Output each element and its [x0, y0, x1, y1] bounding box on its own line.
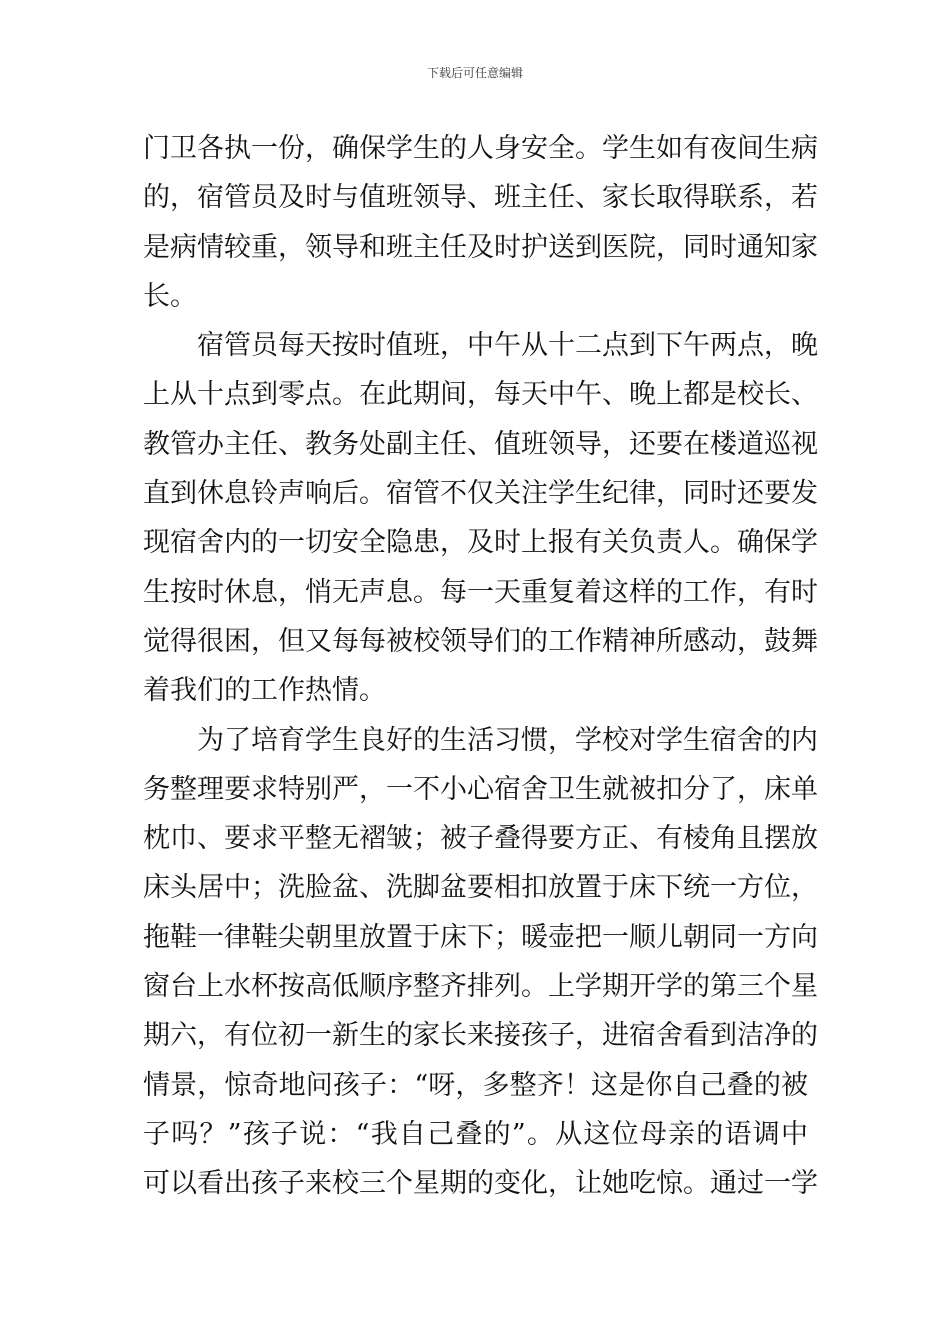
paragraph-first-line: 宿管员每天按时值班，中午从十二点到下午两点，晚 [197, 330, 818, 362]
text-line: 期六，有位初一新生的家长来接孩子，进宿舍看到洁净的 [143, 1020, 818, 1052]
text-line: 直到休息铃声响后。宿管不仅关注学生纪律，同时还要发 [143, 478, 818, 510]
text-line: 拖鞋一律鞋尖朝里放置于床下；暖壶把一顺儿朝同一方向 [143, 921, 818, 953]
text-line: 教管办主任、教务处副主任、值班领导，还要在楼道巡视 [143, 428, 818, 460]
text-line: 床头居中；洗脸盆、洗脚盆要相扣放置于床下统一方位， [143, 872, 818, 904]
text-line: 门卫各执一份，确保学生的人身安全。学生如有夜间生病 [143, 133, 818, 164]
text-line: 长。 [143, 280, 197, 312]
text-line: 子吗？”孩子说：“我自己叠的”。从这位母亲的语调中 [143, 1118, 808, 1150]
page-header: 下载后可任意编辑 [426, 66, 523, 80]
paragraph-first-line: 为了培育学生良好的生活习惯，学校对学生宿舍的内 [197, 724, 818, 756]
body-text [143, 124, 818, 1209]
text-line: 的，宿管员及时与值班领导、班主任、家长取得联系，若 [143, 182, 818, 214]
text-line: 枕巾、要求平整无褶皱；被子叠得要方正、有棱角且摆放 [143, 823, 818, 855]
text-line: 现宿舍内的一切安全隐患，及时上报有关负责人。确保学 [143, 527, 818, 559]
text-line: 可以看出孩子来校三个星期的变化，让她吃惊。通过一学 [143, 1168, 818, 1200]
text-line: 觉得很困，但又每每被校领导们的工作精神所感动，鼓舞 [143, 625, 818, 657]
text-line: 着我们的工作热情。 [143, 675, 386, 707]
text-line: 情景，惊奇地问孩子：“呀，多整齐！这是你自己叠的被 [143, 1069, 808, 1101]
text-line: 是病情较重，领导和班主任及时护送到医院，同时通知家 [143, 231, 818, 263]
text-line: 窗台上水杯按高低顺序整齐排列。上学期开学的第三个星 [143, 971, 818, 1003]
text-line: 生按时休息，悄无声息。每一天重复着这样的工作，有时 [143, 576, 818, 608]
text-line: 上从十点到零点。在此期间，每天中午、晚上都是校长、 [143, 379, 818, 411]
text-line: 务整理要求特别严，一不小心宿舍卫生就被扣分了，床单 [143, 773, 818, 805]
